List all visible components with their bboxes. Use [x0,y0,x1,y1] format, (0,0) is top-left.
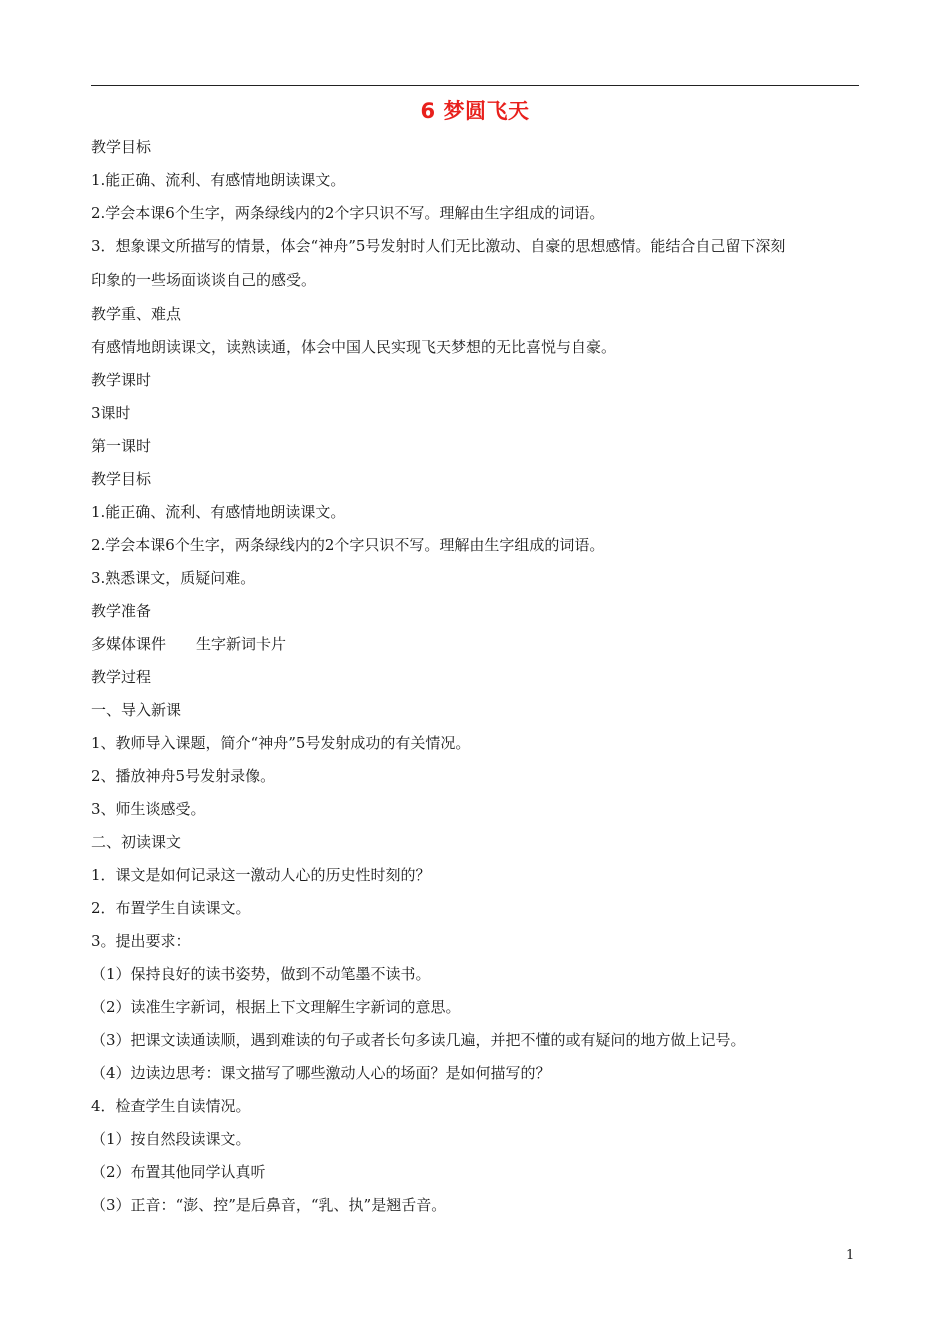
paragraph-line: 2.学会本课6个生字，两条绿线内的2个字只识不写。理解由生字组成的词语。 [91,204,605,222]
section-heading-first-reading: 二、初读课文 [91,833,182,851]
paragraph-line: 多媒体课件 生字新词卡片 [91,635,287,653]
paragraph-line: （2）布置其他同学认真听 [91,1163,266,1181]
paragraph-line: （1）保持良好的读书姿势，做到不动笔墨不读书。 [91,965,431,983]
paragraph-line: 2、播放神舟5号发射录像。 [91,767,276,785]
paragraph-line: 3．想象课文所描写的情景，体会“神舟”5号发射时人们无比激动、自豪的思想感情。能结合自己留下深刻 [91,237,786,255]
header-rule [91,85,859,86]
paragraph-line: （3）把课文读通读顺，遇到难读的句子或者长句多读几遍，并把不懂的或有疑问的地方做上记号。 [91,1031,746,1049]
paragraph-line: 4．检查学生自读情况。 [91,1097,251,1115]
paragraph-line: （2）读准生字新词，根据上下文理解生字新词的意思。 [91,998,461,1016]
paragraph-line: （4）边读边思考：课文描写了哪些激动人心的场面？是如何描写的？ [91,1064,551,1082]
paragraph-line: 3.熟悉课文，质疑问难。 [91,569,256,587]
paragraph-line: 1.能正确、流利、有感情地朗读课文。 [91,503,346,521]
section-heading-objectives: 教学目标 [91,138,152,156]
paragraph-line: 有感情地朗读课文，读熟读通，体会中国人民实现飞天梦想的无比喜悦与自豪。 [91,338,617,356]
paragraph-line: 2．布置学生自读课文。 [91,899,251,917]
section-heading-intro: 一、导入新课 [91,701,182,719]
section-heading-first-lesson: 第一课时 [91,437,152,455]
page-number: 1 [846,1248,855,1263]
document-title: 6 梦圆飞天 [420,99,530,123]
section-heading-objectives: 教学目标 [91,470,152,488]
section-heading-process: 教学过程 [91,668,152,686]
paragraph-line: 3课时 [91,404,131,422]
paragraph-line-continued: 印象的一些场面谈谈自己的感受。 [91,271,317,289]
paragraph-line: 1、教师导入课题，简介“神舟”5号发射成功的有关情况。 [91,734,471,752]
paragraph-line: 2.学会本课6个生字，两条绿线内的2个字只识不写。理解由生字组成的词语。 [91,536,605,554]
paragraph-line: （1）按自然段读课文。 [91,1130,251,1148]
document-body [91,131,861,1222]
section-heading-key-points: 教学重、难点 [91,305,182,323]
section-heading-class-hours: 教学课时 [91,371,152,389]
paragraph-line: 3。提出要求： [91,932,191,950]
paragraph-line: （3）正音：“澎、控”是后鼻音，“乳、执”是翘舌音。 [91,1196,447,1214]
paragraph-line: 3、师生谈感受。 [91,800,206,818]
paragraph-line: 1．课文是如何记录这一激动人心的历史性时刻的？ [91,866,431,884]
paragraph-line: 1.能正确、流利、有感情地朗读课文。 [91,171,346,189]
section-heading-preparation: 教学准备 [91,602,152,620]
